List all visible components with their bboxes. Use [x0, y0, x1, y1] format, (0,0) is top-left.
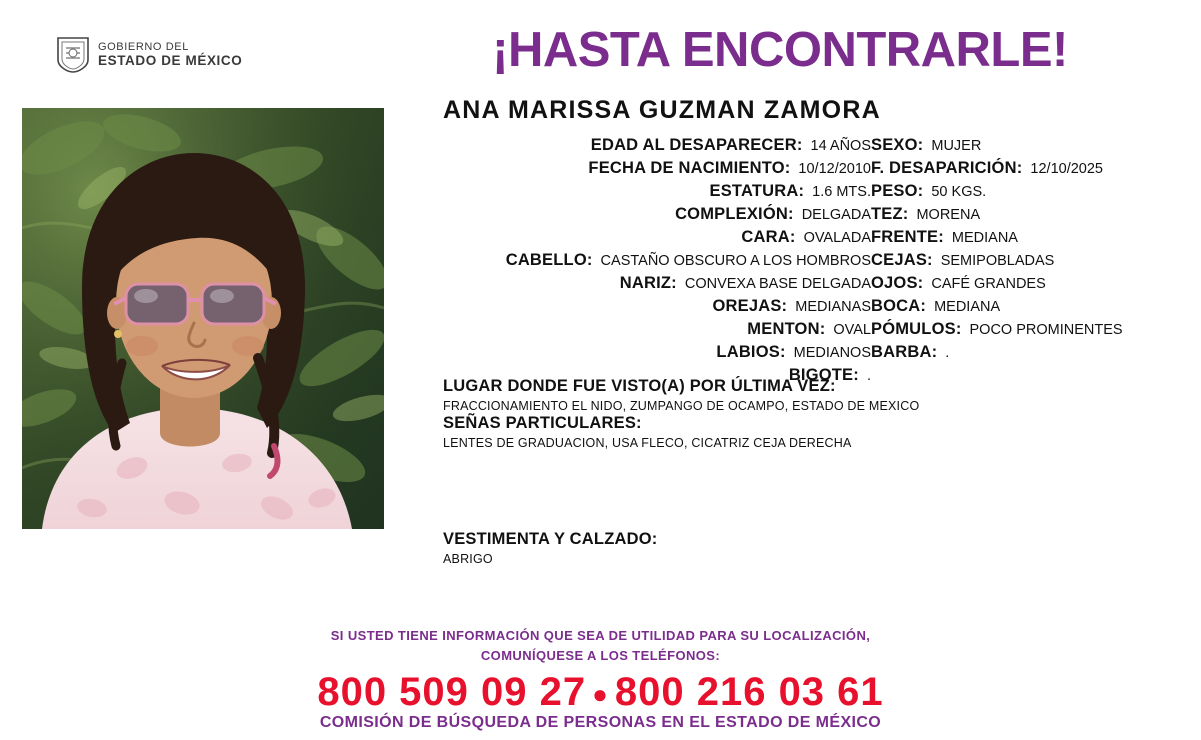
detail-label: FECHA DE NACIMIENTO: [588, 159, 791, 177]
detail-value: MEDIANA [934, 299, 1001, 315]
organization-name: COMISIÓN DE BÚSQUEDA DE PERSONAS EN EL ESTADO DE MÉXICO [319, 714, 882, 731]
detail-label: PÓMULOS: [871, 320, 962, 338]
detail-label: TEZ: [871, 205, 909, 223]
photo-illustration [22, 108, 384, 529]
detail-value: DELGADA [801, 207, 871, 223]
emblem-line-1: GOBIERNO DEL [98, 41, 189, 54]
detail-row [443, 297, 1183, 320]
detail-label: BIGOTE: [788, 366, 859, 384]
last-seen-title: LUGAR DONDE FUE VISTO(A) POR ÚLTIMA VEZ: [443, 377, 836, 395]
detail-label: COMPLEXIÓN: [675, 205, 794, 223]
detail-row [443, 274, 1183, 297]
detail-value: MORENA [916, 207, 981, 223]
detail-cell-right [871, 228, 1183, 247]
last-seen-section [443, 377, 1183, 413]
detail-value: 1.6 MTS. [812, 184, 871, 200]
detail-row [443, 251, 1183, 274]
emblem-line-2: ESTADO DE MÉXICO [98, 52, 243, 68]
detail-cell-right [871, 343, 1183, 362]
last-seen-text: FRACCIONAMIENTO EL NIDO, ZUMPANGO DE OCAMPO, ESTADO DE MEXICO [443, 399, 920, 413]
detail-value: 12/10/2025 [1030, 161, 1103, 177]
detail-row [443, 159, 1183, 182]
detail-cell-left [443, 297, 871, 316]
page-title: ¡HASTA ENCONTRARLE! [492, 23, 1068, 77]
footer-line-2: COMUNÍQUESE A LOS TELÉFONOS: [480, 647, 721, 663]
detail-label: LABIOS: [716, 343, 786, 361]
detail-value: MEDIANOS [793, 345, 871, 361]
footer [0, 626, 1201, 732]
detail-cell-left [443, 320, 871, 339]
detail-label: MENTON: [747, 320, 826, 338]
detail-value: . [945, 345, 950, 361]
detail-label: NARIZ: [619, 274, 677, 292]
detail-label: SEXO: [871, 136, 924, 154]
detail-value: MUJER [931, 138, 982, 154]
detail-cell-right [871, 205, 1183, 224]
detail-row [443, 343, 1183, 366]
detail-cell-left [443, 136, 871, 155]
detail-value: 14 AÑOS [810, 138, 871, 154]
detail-value: CAFÉ GRANDES [931, 276, 1046, 292]
detail-value: OVAL [833, 322, 871, 338]
detail-value: SEMIPOBLADAS [940, 253, 1055, 269]
footer-line-1: SI USTED TIENE INFORMACIÓN QUE SEA DE UTILIDAD PARA SU LOCALIZACIÓN, [330, 628, 871, 643]
detail-row [443, 136, 1183, 159]
clothing-text: ABRIGO [443, 552, 493, 566]
government-emblem [56, 36, 242, 74]
phone-number-1[interactable]: 800 509 09 27 [317, 670, 587, 714]
detail-value: OVALADA [803, 230, 871, 246]
shield-icon [56, 36, 90, 74]
detail-label: OREJAS: [712, 297, 788, 315]
detail-cell-left [443, 251, 871, 270]
detail-row [443, 228, 1183, 251]
detail-value: 10/12/2010 [798, 161, 871, 177]
phone-number-2[interactable]: 800 216 03 61 [614, 670, 884, 714]
detail-cell-right [871, 159, 1183, 178]
detail-label: OJOS: [871, 274, 924, 292]
detail-cell-right [871, 320, 1183, 339]
detail-cell-right [871, 182, 1183, 201]
phone-separator-icon: ● [592, 678, 609, 709]
detail-value: 50 KGS. [931, 184, 987, 200]
detail-cell-right [871, 297, 1183, 316]
detail-label: EDAD AL DESAPARECER: [590, 136, 803, 154]
detail-value: MEDIANAS [795, 299, 871, 315]
person-name: ANA MARISSA GUZMAN ZAMORA [443, 96, 881, 124]
detail-label: CARA: [741, 228, 796, 246]
detail-label: ESTATURA: [709, 182, 805, 200]
detail-row [443, 205, 1183, 228]
detail-value: CONVEXA BASE DELGADA [684, 276, 871, 292]
detail-label: BOCA: [871, 297, 927, 315]
detail-value: POCO PROMINENTES [969, 322, 1123, 338]
detail-cell-left [443, 274, 871, 293]
detail-value: MEDIANA [951, 230, 1018, 246]
detail-label: PESO: [871, 182, 924, 200]
detail-cell-left [443, 182, 871, 201]
clothing-title: VESTIMENTA Y CALZADO: [443, 530, 658, 548]
detail-row [443, 320, 1183, 343]
detail-cell-right [871, 136, 1183, 155]
detail-value: CASTAÑO OBSCURO A LOS HOMBROS [600, 253, 871, 269]
detail-cell-left [443, 205, 871, 224]
detail-label: FRENTE: [871, 228, 944, 246]
detail-cell-left [443, 159, 871, 178]
particular-marks-section [443, 414, 1183, 450]
particular-marks-text: LENTES DE GRADUACION, USA FLECO, CICATRIZ CEJA DERECHA [443, 436, 852, 450]
detail-cell-left [443, 343, 871, 362]
contact-phones [0, 671, 1201, 713]
detail-cell-right [871, 251, 1183, 270]
detail-label: CEJAS: [871, 251, 933, 269]
detail-label: CABELLO: [505, 251, 593, 269]
clothing-section [443, 530, 1183, 566]
detail-cell-left [443, 228, 871, 247]
detail-row [443, 182, 1183, 205]
detail-cell-right [871, 274, 1183, 293]
particular-marks-title: SEÑAS PARTICULARES: [443, 414, 642, 432]
missing-person-photo [22, 108, 384, 529]
detail-label: F. DESAPARICIÓN: [871, 159, 1023, 177]
detail-value: . [866, 368, 871, 384]
person-details [443, 136, 1183, 389]
detail-label: BARBA: [871, 343, 938, 361]
